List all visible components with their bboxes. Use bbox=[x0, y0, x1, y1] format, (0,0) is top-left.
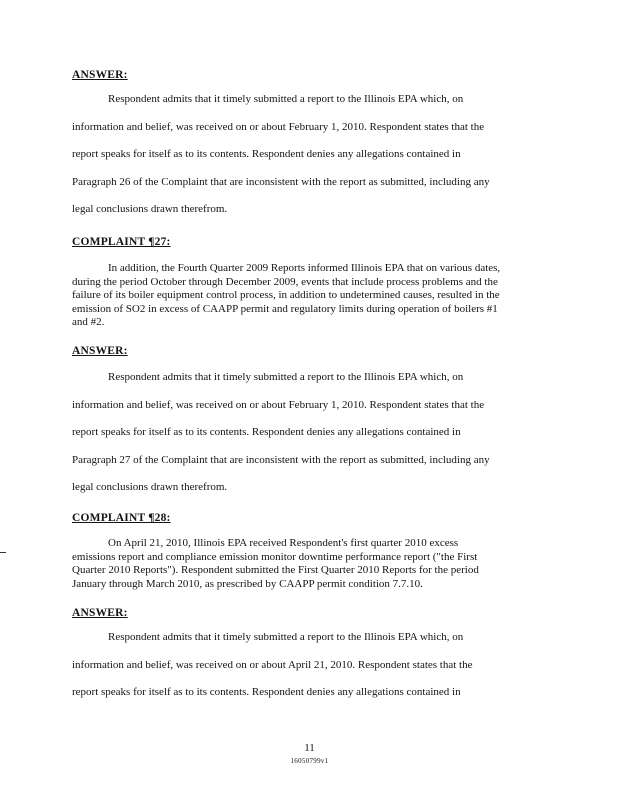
text-line: Paragraph 27 of the Complaint that are inconsistent with the report as submitted, including any bbox=[72, 453, 490, 466]
text-line: during the period October through December 2009, events that include process problems and the bbox=[72, 275, 498, 288]
text-line: Respondent admits that it timely submitted a report to the Illinois EPA which, on bbox=[108, 93, 464, 105]
section-heading-complaint-28: COMPLAINT ¶28: bbox=[72, 512, 171, 524]
text-line: Respondent admits that it timely submitted a report to the Illinois EPA which, on bbox=[108, 371, 464, 383]
text-line: On April 21, 2010, Illinois EPA received Respondent's first quarter 2010 excess bbox=[108, 537, 459, 549]
text-line: information and belief, was received on or about April 21, 2010. Respondent states that the bbox=[72, 658, 473, 671]
section-heading-answer: ANSWER: bbox=[72, 607, 128, 619]
section-heading-answer: ANSWER: bbox=[72, 69, 128, 81]
text-line: report speaks for itself as to its contents. Respondent denies any allegations contained in bbox=[72, 686, 461, 698]
text-line: Quarter 2010 Reports"). Respondent submitted the First Quarter 2010 Reports for the period bbox=[72, 564, 479, 577]
text-line: information and belief, was received on or about February 1, 2010. Respondent states that the bbox=[72, 398, 485, 411]
text-line: information and belief, was received on or about February 1, 2010. Respondent states that the bbox=[72, 120, 485, 133]
text-line: report speaks for itself as to its contents. Respondent denies any allegations contained in bbox=[72, 426, 461, 438]
complaint-paragraph bbox=[72, 537, 550, 591]
document-id: 16050799v1 bbox=[290, 757, 329, 765]
text-line: legal conclusions drawn therefrom. bbox=[72, 481, 228, 493]
section-heading-answer: ANSWER: bbox=[72, 345, 128, 357]
text-line: legal conclusions drawn therefrom. bbox=[72, 203, 228, 215]
section-heading-complaint-27: COMPLAINT ¶27: bbox=[72, 236, 171, 248]
text-line: Paragraph 26 of the Complaint that are inconsistent with the report as submitted, including any bbox=[72, 175, 490, 188]
text-line: In addition, the Fourth Quarter 2009 Reports informed Illinois EPA that on various dates, bbox=[108, 262, 501, 274]
text-line: and #2. bbox=[72, 316, 105, 329]
margin-mark bbox=[0, 552, 6, 553]
answer-paragraph bbox=[72, 364, 550, 502]
text-line: emissions report and compliance emission monitor downtime performance report ("the First bbox=[72, 550, 478, 563]
text-line: emission of SO2 in excess of CAAPP permit and regulatory limits during operation of boilers #1 bbox=[72, 302, 498, 315]
text-line: report speaks for itself as to its contents. Respondent denies any allegations contained in bbox=[72, 148, 461, 160]
text-line: failure of its boiler equipment control process, in addition to undetermined causes, resulted in the bbox=[72, 289, 500, 302]
complaint-paragraph bbox=[72, 262, 550, 330]
answer-paragraph bbox=[72, 624, 550, 707]
page-number: 11 bbox=[304, 742, 315, 754]
text-line: Respondent admits that it timely submitted a report to the Illinois EPA which, on bbox=[108, 631, 464, 643]
text-line: January through March 2010, as prescribed by CAAPP permit condition 7.7.10. bbox=[72, 577, 423, 590]
answer-paragraph bbox=[72, 86, 550, 224]
